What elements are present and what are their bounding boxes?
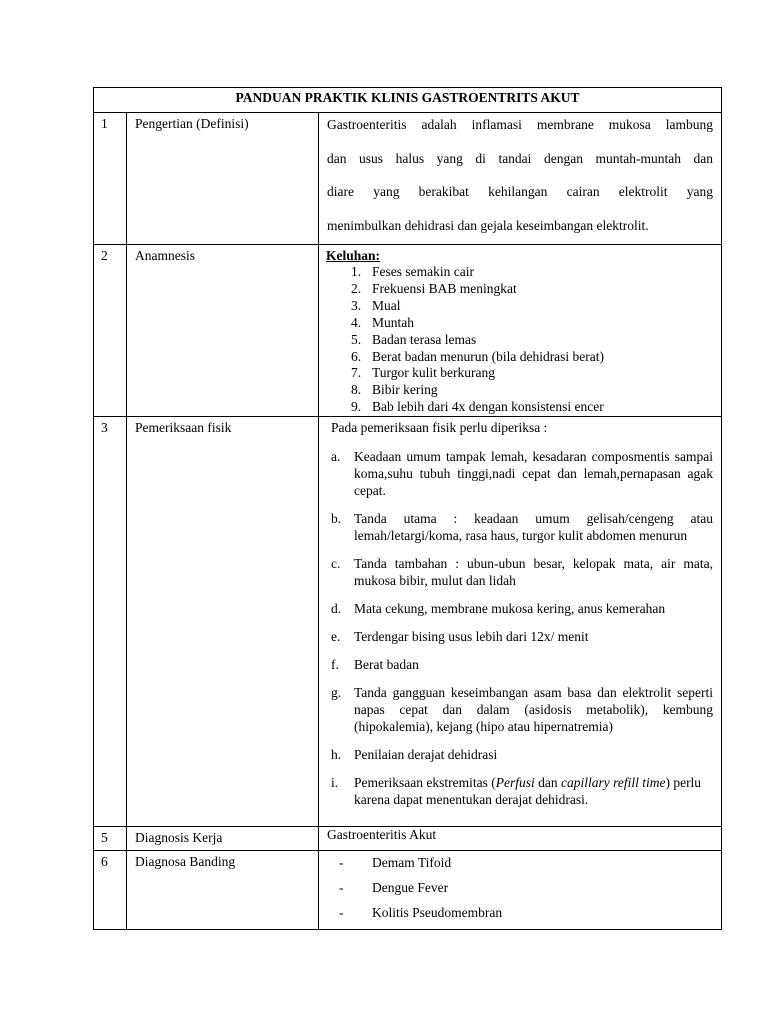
table-row xyxy=(94,851,722,930)
definition-line: diare yang berakibat kehilangan cairan elektrolit yang xyxy=(327,184,714,199)
item-text: Penilaian derajat dehidrasi xyxy=(354,747,498,763)
list-item xyxy=(327,656,713,673)
list-item xyxy=(327,365,713,382)
differential-list xyxy=(327,854,713,921)
item-text: Kolitis Pseudomembran xyxy=(372,905,503,921)
row-number: 2 xyxy=(94,245,127,417)
item-marker: a. xyxy=(331,449,341,465)
item-marker: e. xyxy=(331,629,341,645)
item-text: Berat badan menurun (bila dehidrasi berat) xyxy=(372,348,605,364)
list-item xyxy=(327,281,713,298)
item-number: 4. xyxy=(351,314,362,330)
table-row xyxy=(94,417,722,827)
table-row xyxy=(94,245,722,417)
row-label: Diagnosis Kerja xyxy=(127,827,319,851)
list-item xyxy=(327,854,713,871)
item-text: Terdengar bising usus lebih dari 12x/ menit xyxy=(354,629,589,645)
item-text: Bibir kering xyxy=(372,382,438,398)
row-number: 6 xyxy=(94,851,127,930)
item-text: Demam Tifoid xyxy=(372,855,452,871)
physical-exam-intro: Pada pemeriksaan fisik perlu diperiksa : xyxy=(331,420,548,436)
list-item: i. Pemeriksaan ekstremitas (Perfusi dan capillary refill time) perlu karena dapat menentukan derajat dehidrasi. xyxy=(331,775,702,808)
item-text: Turgor kulit berkurang xyxy=(372,365,495,381)
item-text: Feses semakin cair xyxy=(372,264,474,279)
definition-line: dan usus halus yang di tandai dengan muntah-muntah dan xyxy=(327,150,714,166)
row-number: 5 xyxy=(94,827,127,851)
definition-line: Gastroenteritis adalah inflamasi membrane mukosa lambung xyxy=(327,117,714,132)
list-item xyxy=(327,600,713,617)
list-item xyxy=(327,349,713,366)
clinical-guide-table xyxy=(93,87,722,930)
item-marker: g. xyxy=(331,685,342,701)
item-number: 5. xyxy=(351,331,362,347)
dash-marker: - xyxy=(339,855,344,871)
list-item xyxy=(327,510,713,544)
item-text: Mual xyxy=(372,297,401,313)
row-number: 1 xyxy=(94,113,127,245)
list-item xyxy=(327,264,713,281)
item-number: 6. xyxy=(351,348,362,364)
item-text: Muntah xyxy=(372,314,414,330)
working-diagnosis: Gastroenteritis Akut xyxy=(319,827,722,851)
item-text: Mata cekung, membrane mukosa kering, anus kemerahan xyxy=(354,601,666,617)
table-title: PANDUAN PRAKTIK KLINIS GASTROENTRITS AKUT xyxy=(94,88,722,113)
item-marker: i. xyxy=(331,775,339,791)
item-text: Keadaan umum tampak lemah, kesadaran composmentis sampai koma,suhu tubuh tinggi,nadi cepat dan lemah,pernapasan agak cepat. xyxy=(354,449,714,499)
item-text: Tanda gangguan keseimbangan asam basa dan elektrolit seperti napas cepat dan dalam (asidosis metabolik), kembung (hipokalemia), kejang (hipo atau hipernatremia) xyxy=(354,685,714,735)
item-text: Frekuensi BAB meningkat xyxy=(372,280,517,296)
complaints-heading: Keluhan: xyxy=(326,248,381,263)
dash-marker: - xyxy=(339,880,344,896)
list-item xyxy=(327,448,713,499)
list-item xyxy=(327,904,713,921)
row-label: Pengertian (Definisi) xyxy=(127,113,319,245)
list-item xyxy=(327,684,713,735)
list-item xyxy=(327,628,713,645)
differential-cell xyxy=(319,851,722,930)
item-number: 1. xyxy=(351,264,362,279)
item-text: Bab lebih dari 4x dengan konsistensi encer xyxy=(372,399,604,415)
definition-cell xyxy=(319,113,722,245)
item-marker: d. xyxy=(331,601,342,617)
anamnesis-cell xyxy=(319,245,722,417)
item-text: Berat badan xyxy=(354,657,419,673)
row-label: Diagnosa Banding xyxy=(127,851,319,930)
item-marker: c. xyxy=(331,556,341,572)
physical-exam-cell xyxy=(319,417,722,827)
physical-exam-list xyxy=(327,448,713,763)
dash-marker: - xyxy=(339,905,344,921)
item-text: Tanda utama : keadaan umum gelisah/cengeng atau lemah/letargi/koma, rasa haus, turgor kulit abdomen menurun xyxy=(354,511,714,544)
list-item xyxy=(327,555,713,589)
item-number: 2. xyxy=(351,280,362,296)
item-marker: h. xyxy=(331,747,342,763)
row-number: 3 xyxy=(94,417,127,827)
list-item xyxy=(327,879,713,896)
item-number: 3. xyxy=(351,297,362,313)
list-item xyxy=(327,746,713,763)
item-marker: f. xyxy=(331,657,339,673)
list-item xyxy=(327,298,713,315)
list-item xyxy=(327,315,713,332)
item-text: Tanda tambahan : ubun-ubun besar, kelopak mata, air mata, mukosa bibir, mulut dan lidah xyxy=(354,556,714,589)
row-label: Anamnesis xyxy=(127,245,319,417)
table-row xyxy=(94,827,722,851)
complaints-list xyxy=(327,264,713,416)
item-number: 9. xyxy=(351,399,362,415)
item-marker: b. xyxy=(331,511,342,527)
list-item xyxy=(327,399,713,416)
row-label: Pemeriksaan fisik xyxy=(127,417,319,827)
item-text: Badan terasa lemas xyxy=(372,331,477,347)
definition-line: menimbulkan dehidrasi dan gejala keseimbangan elektrolit. xyxy=(327,217,649,233)
table-row xyxy=(94,113,722,245)
item-number: 7. xyxy=(351,365,362,381)
item-text: Dengue Fever xyxy=(372,880,449,896)
list-item xyxy=(327,382,713,399)
list-item xyxy=(327,332,713,349)
item-number: 8. xyxy=(351,382,362,398)
